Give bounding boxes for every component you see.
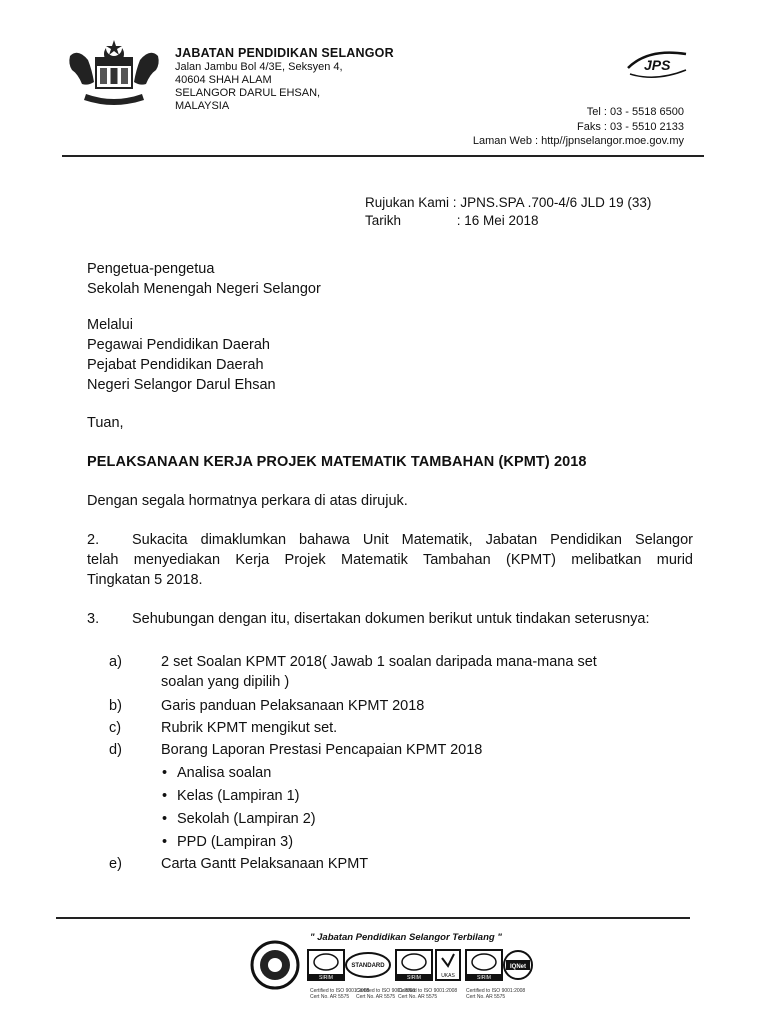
subject-heading: PELAKSANAAN KERJA PROJEK MATEMATIK TAMBAHAN (KPMT) 2018 bbox=[87, 454, 587, 470]
via-line: Pejabat Pendidikan Daerah bbox=[87, 357, 264, 373]
cert-caption bbox=[398, 988, 457, 1000]
cert-number-line: Cert No. AR 5575 bbox=[310, 994, 350, 1000]
fax-line: Faks : 03 - 5510 2133 bbox=[576, 120, 684, 133]
bullet-dot-icon: • bbox=[162, 765, 168, 781]
list-item bbox=[109, 740, 669, 760]
address-line-2: 40604 SHAH ALAM bbox=[175, 74, 272, 86]
jps-logo-text: JPS bbox=[644, 57, 671, 73]
list-value-line: soalan yang dipilih ) bbox=[161, 674, 290, 690]
jps-logo bbox=[624, 50, 690, 80]
recipient-block bbox=[87, 259, 321, 299]
cert-label: SIRIM bbox=[407, 975, 421, 981]
footer-rule bbox=[56, 917, 690, 919]
list-value bbox=[161, 652, 641, 692]
para2-line-1 bbox=[87, 530, 693, 550]
opening-paragraph: Dengan segala hormatnya perkara di atas dirujuk. bbox=[87, 493, 408, 509]
web-line: Laman Web : http//jpnselangor.moe.gov.my bbox=[472, 135, 684, 147]
cert-caption-line: Certified to ISO 9001:2008 bbox=[356, 988, 416, 994]
cert-number-line: Cert No. AR 5575 bbox=[398, 994, 438, 1000]
date-label: Tarikh bbox=[365, 213, 402, 228]
list-item bbox=[109, 696, 669, 716]
paragraph-2 bbox=[87, 530, 693, 590]
date-row bbox=[365, 212, 651, 230]
crest-logo bbox=[62, 38, 166, 108]
sub-bullet-text: Sekolah (Lampiran 2) bbox=[177, 811, 316, 827]
cert-caption-line: Certified to ISO 9001:2008 bbox=[310, 988, 370, 994]
address-line-1: Jalan Jambu Bol 4/3E, Seksyen 4, bbox=[175, 61, 343, 73]
bullet-dot-icon: • bbox=[162, 788, 168, 804]
tel-line: Tel : 03 - 5518 6500 bbox=[586, 106, 684, 118]
recipient-line: Sekolah Menengah Negeri Selangor bbox=[87, 281, 321, 297]
reference-block bbox=[365, 194, 651, 230]
list-key: d) bbox=[109, 742, 122, 758]
sub-bullet-text: Kelas (Lampiran 1) bbox=[177, 788, 300, 804]
list-item bbox=[109, 854, 669, 874]
para3-number: 3. bbox=[87, 611, 100, 627]
bullet-dot-icon: • bbox=[162, 834, 168, 850]
cert-caption-line: Certified to ISO 9001:2008 bbox=[466, 988, 526, 994]
ref-row bbox=[365, 194, 651, 212]
ref-label: Rujukan Kami : bbox=[365, 195, 457, 210]
list-value: Borang Laporan Prestasi Pencapaian KPMT 2018 bbox=[161, 742, 483, 758]
bullet-dot-icon: • bbox=[162, 811, 168, 827]
cert-caption bbox=[466, 988, 525, 1000]
cert-label: UKAS bbox=[441, 973, 455, 979]
list-item bbox=[109, 718, 669, 738]
para2-number: 2. bbox=[87, 532, 100, 548]
list-item bbox=[109, 652, 669, 694]
via-block bbox=[87, 315, 276, 395]
cert-number-line: Cert No. AR 5575 bbox=[466, 994, 506, 1000]
list-value: Carta Gantt Pelaksanaan KPMT bbox=[161, 856, 369, 872]
para2-line-2: telah menyediakan Kerja Projek Matematik Tambahan (KPMT) melibatkan murid bbox=[87, 552, 693, 568]
footer-crest-icon bbox=[250, 940, 300, 990]
via-line: Melalui bbox=[87, 317, 133, 333]
address-line-4: MALAYSIA bbox=[175, 100, 230, 112]
recipient-line: Pengetua-pengetua bbox=[87, 261, 215, 277]
list-value: Garis panduan Pelaksanaan KPMT 2018 bbox=[161, 698, 425, 714]
cert-number-line: Cert No. AR 5575 bbox=[356, 994, 396, 1000]
ref-value: JPNS.SPA .700-4/6 JLD 19 (33) bbox=[460, 195, 652, 210]
via-line: Negeri Selangor Darul Ehsan bbox=[87, 377, 276, 393]
cert-caption-line: Certified to ISO 9001:2008 bbox=[398, 988, 458, 994]
contact-block bbox=[473, 105, 684, 149]
list-value: Rubrik KPMT mengikut set. bbox=[161, 720, 338, 736]
sub-bullet-text: PPD (Lampiran 3) bbox=[177, 834, 294, 850]
list-value-line: 2 set Soalan KPMT 2018( Jawab 1 soalan daripada mana-mana set bbox=[161, 654, 597, 670]
cert-label: STANDARD bbox=[351, 963, 385, 969]
list-key: a) bbox=[109, 654, 122, 670]
cert-label: SIRIM bbox=[477, 975, 491, 981]
sub-bullet-text: Analisa soalan bbox=[177, 765, 272, 781]
date-value: : 16 Mei 2018 bbox=[456, 213, 539, 228]
address-line-3: SELANGOR DARUL EHSAN, bbox=[175, 87, 321, 99]
list-key: c) bbox=[109, 720, 122, 736]
para2-line-3: Tingkatan 5 2018. bbox=[87, 572, 203, 588]
list-key: b) bbox=[109, 698, 122, 714]
para3-text: Sehubungan dengan itu, disertakan dokumen berikut untuk tindakan seterusnya: bbox=[132, 611, 650, 627]
list-key: e) bbox=[109, 856, 122, 872]
cert-label: IQNet bbox=[509, 964, 527, 970]
cert-label: SIRIM bbox=[319, 975, 333, 981]
salutation: Tuan, bbox=[87, 415, 124, 431]
org-name: JABATAN PENDIDIKAN SELANGOR bbox=[175, 46, 394, 60]
via-line: Pegawai Pendidikan Daerah bbox=[87, 337, 270, 353]
certification-strip bbox=[306, 948, 534, 988]
footer-slogan: " Jabatan Pendidikan Selangor Terbilang " bbox=[310, 932, 502, 943]
header-rule bbox=[62, 155, 704, 157]
para2-first-line: Sukacita dimaklumkan bahawa Unit Matematik, Jabatan Pendidikan Selangor bbox=[132, 532, 693, 548]
